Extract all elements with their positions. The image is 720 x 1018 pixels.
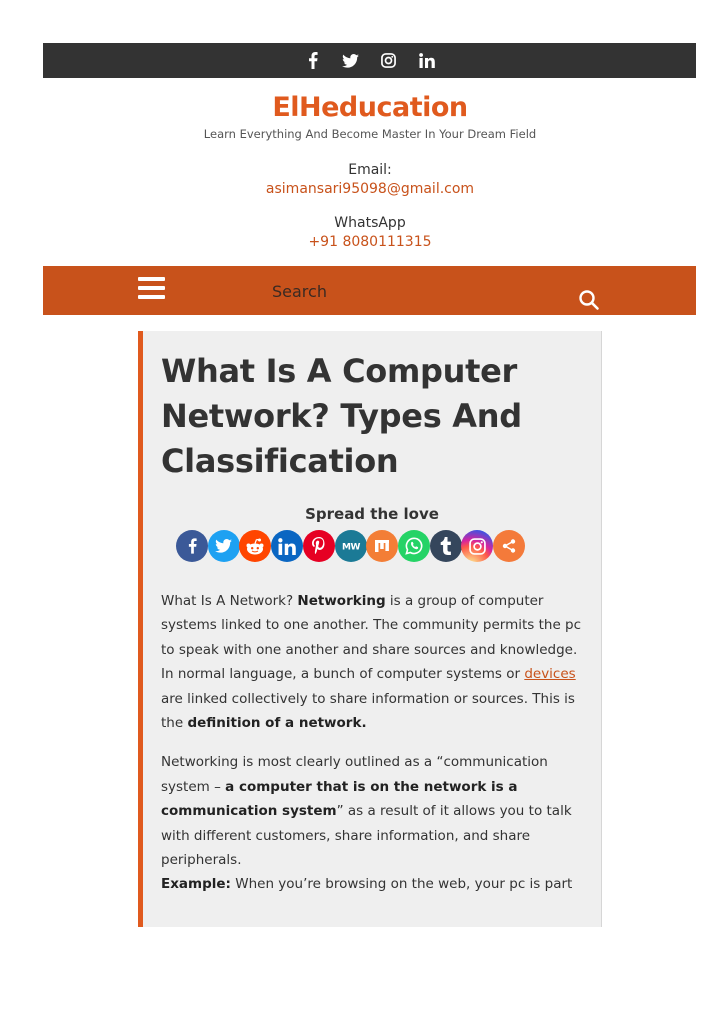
email-label: Email: — [348, 162, 392, 178]
share-icon[interactable] — [493, 530, 525, 562]
share-buttons — [176, 530, 525, 562]
instagram-icon[interactable] — [379, 51, 399, 71]
text-span: is a group of computer systems linked to one another. The community permits the pc to speak with one another and share sources and knowledge. In normal language, a bunch of computer systems or — [161, 593, 582, 683]
devices-link[interactable]: devices — [524, 666, 576, 683]
whatsapp-link[interactable]: +91 8080111315 — [308, 234, 432, 250]
twitter-share-icon[interactable] — [208, 530, 240, 562]
linkedin-icon[interactable] — [417, 51, 437, 71]
title-line: Network? Types And — [161, 397, 522, 435]
spread-the-love-label: Spread the love — [305, 505, 439, 523]
search-input[interactable] — [272, 282, 532, 301]
site-title[interactable]: ElHeducation — [272, 92, 468, 123]
reddit-share-icon[interactable] — [239, 530, 271, 562]
article-body — [161, 589, 586, 912]
bold-term: Example: — [161, 876, 231, 893]
pinterest-share-icon[interactable] — [303, 530, 335, 562]
paragraph — [161, 872, 586, 896]
paragraph — [161, 750, 586, 872]
text-span: What Is A Network? — [161, 593, 298, 609]
mix-share-icon[interactable] — [366, 530, 398, 562]
tumblr-share-icon[interactable] — [430, 530, 462, 562]
svg-text:MW: MW — [341, 542, 360, 552]
article-card — [138, 331, 602, 927]
article-title — [161, 349, 581, 484]
paragraph — [161, 589, 586, 735]
bold-term: a computer that is on the network is a communication system — [161, 778, 518, 820]
text-span: ” as a result of it allows you to talk with different customers, share information, and share peripherals. — [161, 803, 572, 869]
twitter-icon[interactable] — [341, 51, 361, 71]
menu-icon[interactable] — [138, 277, 165, 301]
text-span: When you’re browsing on the web, your pc is part — [230, 876, 573, 893]
facebook-icon[interactable] — [303, 51, 323, 71]
bold-term: Networking — [297, 593, 386, 609]
main-navbar — [43, 266, 696, 315]
site-tagline: Learn Everything And Become Master In Your Dream Field — [203, 127, 537, 141]
title-line: What Is A Computer — [161, 352, 517, 390]
whatsapp-block — [0, 215, 720, 250]
text-span: Networking is most clearly outlined as a “communication system – — [161, 754, 548, 795]
social-topbar — [43, 43, 696, 78]
site-branding — [0, 92, 720, 141]
title-line: Classification — [161, 442, 399, 480]
facebook-share-icon[interactable] — [176, 530, 208, 562]
bold-term: definition of a network. — [187, 715, 367, 732]
whatsapp-share-icon[interactable] — [398, 530, 430, 562]
mewe-share-icon[interactable] — [335, 530, 367, 562]
linkedin-share-icon[interactable] — [271, 530, 303, 562]
instagram-share-icon[interactable] — [461, 530, 493, 562]
search-icon[interactable] — [578, 289, 600, 311]
email-link[interactable]: asimansari95098@gmail.com — [265, 181, 475, 197]
email-block — [0, 162, 720, 197]
whatsapp-label: WhatsApp — [334, 215, 406, 231]
text-span: are linked collectively to share information or sources. This is the — [161, 690, 575, 732]
